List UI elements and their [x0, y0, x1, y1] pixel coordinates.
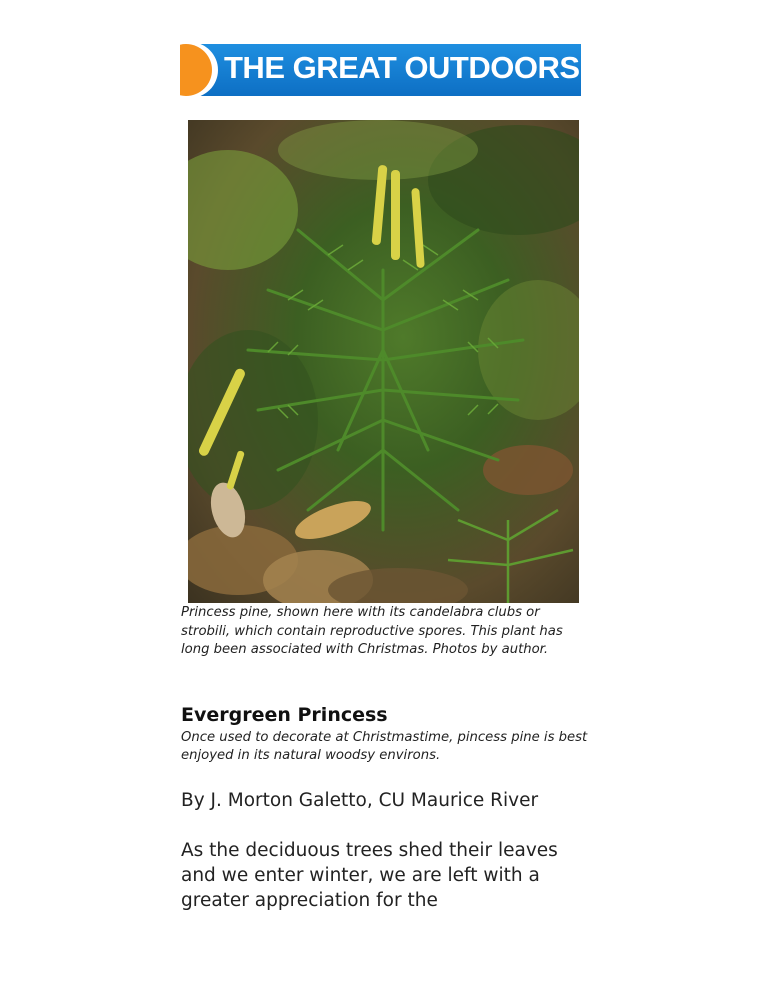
princess-pine-photo — [188, 120, 579, 603]
section-banner — [180, 44, 581, 96]
banner-title: THE GREAT OUTDOORS — [224, 50, 580, 85]
photo-illustration — [188, 120, 579, 603]
article-headline: Evergreen Princess — [181, 704, 388, 726]
photo-caption: Princess pine, shown here with its candelabra clubs or strobili, which contain reproductive spores. This plant has long been associated with Christmas. Photos by author. — [181, 605, 563, 657]
article-deck: Once used to decorate at Christmastime, pincess pine is best enjoyed in its natural woodsy environs. — [181, 730, 588, 763]
article-byline: By J. Morton Galetto, CU Maurice River — [181, 790, 539, 811]
article-body: As the deciduous trees shed their leaves and we enter winter, we are left with a greater appreciation for the — [181, 840, 558, 911]
